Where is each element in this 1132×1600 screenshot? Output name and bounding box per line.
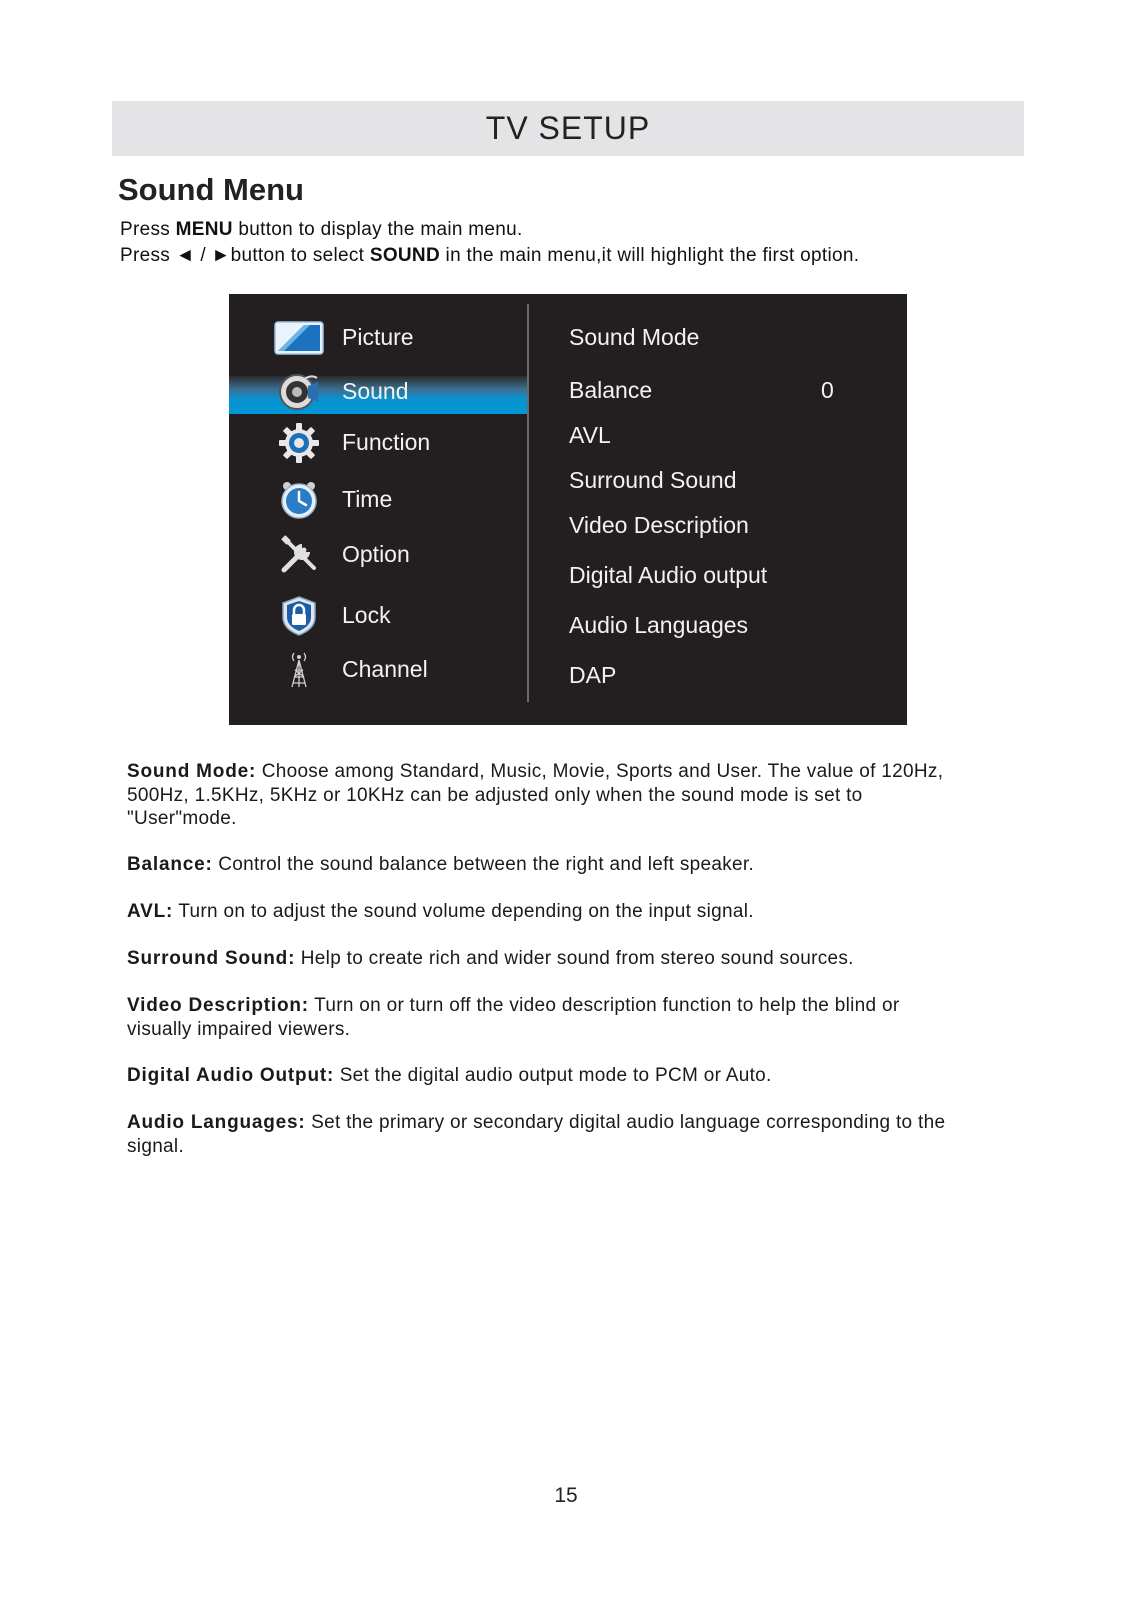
submenu-sound-mode[interactable]: Sound Mode (569, 324, 700, 350)
intro-menu-keyword: MENU (175, 219, 233, 240)
menu-item-label: Function (342, 429, 431, 455)
intro-sound-keyword: SOUND (369, 245, 440, 266)
page-number: 15 (554, 1484, 578, 1507)
description-text: Choose among Standard, Music, Movie, Sports and User. The value of 120Hz, 500Hz, 1.5KHz, 5KHz or 10KHz can be adjusted only when the sound mode is set to "User"mode. (127, 761, 944, 829)
description-term: Digital Audio Output: (127, 1065, 335, 1086)
description-term: Surround Sound: (127, 948, 296, 969)
description-video-description (127, 994, 947, 1041)
menu-item-label: Time (342, 486, 393, 512)
description-digital-audio-output (127, 1064, 947, 1088)
submenu-balance[interactable]: Balance (569, 377, 653, 403)
submenu-avl[interactable]: AVL (569, 422, 611, 448)
description-text: Set the primary or secondary digital audio language corresponding to the signal. (127, 1112, 946, 1157)
menu-item-label: Channel (342, 656, 428, 682)
tools-icon (269, 535, 329, 575)
page-header-title: TV SETUP (485, 110, 651, 146)
description-term: Balance: (127, 854, 213, 875)
intro-line-2 (120, 245, 859, 267)
description-term: AVL: (127, 901, 174, 922)
description-text: Turn on to adjust the sound volume depending on the input signal. (173, 901, 754, 922)
intro-line-1 (120, 219, 523, 241)
menu-item-label: Sound (342, 378, 409, 404)
menu-item-lock[interactable] (229, 596, 527, 636)
description-text: Help to create rich and wider sound from stereo sound sources. (295, 948, 854, 969)
menu-item-function[interactable] (229, 423, 527, 463)
intro-line-1-prefix: Press (120, 219, 176, 240)
menu-divider (527, 304, 529, 702)
menu-item-label: Option (342, 541, 410, 567)
submenu-surround-sound[interactable]: Surround Sound (569, 467, 737, 493)
section-title: Sound Menu (118, 172, 304, 207)
description-audio-languages (127, 1111, 947, 1158)
submenu-audio-languages[interactable]: Audio Languages (569, 612, 749, 638)
description-text: Turn on or turn off the video description function to help the blind or visually impaired viewers. (127, 995, 900, 1040)
clock-icon (269, 480, 329, 520)
menu-item-sound[interactable] (229, 372, 527, 412)
description-sound-mode (127, 760, 947, 831)
description-term: Sound Mode: (127, 761, 257, 782)
submenu-digital-audio-output[interactable]: Digital Audio output (569, 562, 768, 588)
description-text: Control the sound balance between the right and left speaker. (212, 854, 755, 875)
menu-item-channel[interactable] (229, 650, 527, 690)
description-avl (127, 900, 947, 924)
submenu-dap[interactable]: DAP (569, 662, 617, 688)
balance-value: 0 (821, 377, 834, 403)
intro-line-1-suffix: button to display the main menu. (232, 219, 523, 240)
picture-icon (269, 318, 329, 358)
description-surround-sound (127, 947, 947, 971)
function-gear-icon (269, 423, 329, 463)
menu-item-time[interactable] (229, 480, 527, 520)
lock-icon (269, 596, 329, 636)
antenna-icon (269, 650, 329, 690)
sound-icon (269, 372, 329, 412)
intro-line-2-suffix: in the main menu,it will highlight the first option. (439, 245, 860, 266)
description-balance (127, 853, 947, 877)
menu-item-picture[interactable] (229, 318, 527, 358)
description-text: Set the digital audio output mode to PCM or Auto. (334, 1065, 772, 1086)
submenu-video-description[interactable]: Video Description (569, 512, 749, 538)
menu-item-label: Picture (342, 324, 414, 350)
menu-item-option[interactable] (229, 535, 527, 575)
tv-menu-screenshot (229, 294, 907, 725)
description-term: Audio Languages: (127, 1112, 306, 1133)
description-term: Video Description: (127, 995, 309, 1016)
menu-item-label: Lock (342, 602, 391, 628)
intro-line-2-prefix: Press ◄ / ►button to select (120, 245, 370, 266)
header-bar (112, 101, 1024, 156)
